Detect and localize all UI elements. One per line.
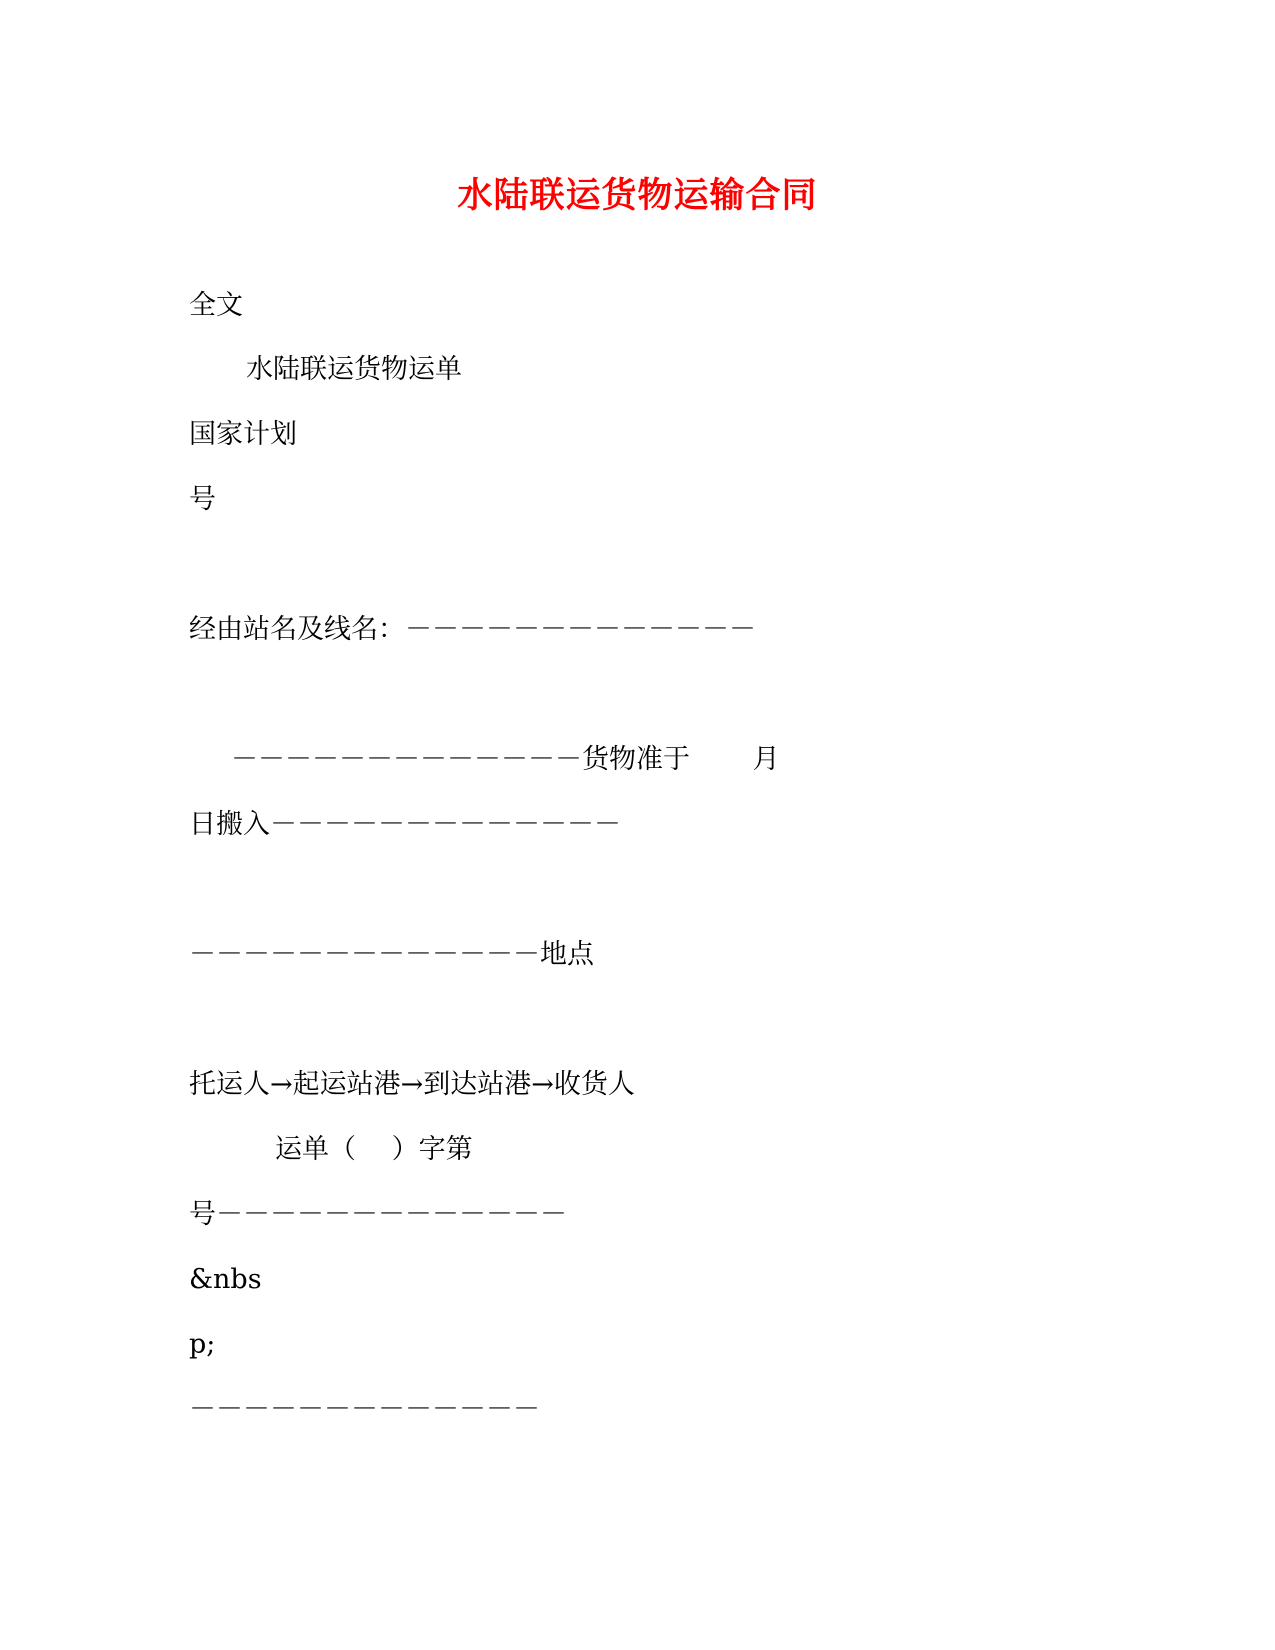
text-line-waybill-heading: 水陆联运货物运单 (246, 354, 462, 385)
text-line-national-plan: 国家计划 (189, 419, 297, 450)
text-line-goods-date: －－－－－－－－－－－－－货物准于 月 (231, 744, 780, 775)
text-line-flow: 托运人→起运站港→到达站港→收货人 (189, 1069, 635, 1100)
text-line-location: －－－－－－－－－－－－－地点 (189, 939, 594, 970)
text-line-fulltext: 全文 (189, 290, 243, 321)
text-line-number: 号 (189, 484, 216, 515)
text-line-waybill-no: 运单（ ）字第 (275, 1134, 473, 1165)
text-line-p: p; (189, 1329, 216, 1360)
text-line-nbs: &nbs (189, 1264, 262, 1295)
text-line-dashes: －－－－－－－－－－－－－ (189, 1394, 540, 1425)
text-line-route: 经由站名及线名：－－－－－－－－－－－－－ (189, 614, 756, 645)
text-line-number-blank: 号－－－－－－－－－－－－－ (189, 1199, 567, 1230)
document-title: 水陆联运货物运输合同 (457, 175, 818, 216)
text-line-move-in: 日搬入－－－－－－－－－－－－－ (189, 809, 621, 840)
